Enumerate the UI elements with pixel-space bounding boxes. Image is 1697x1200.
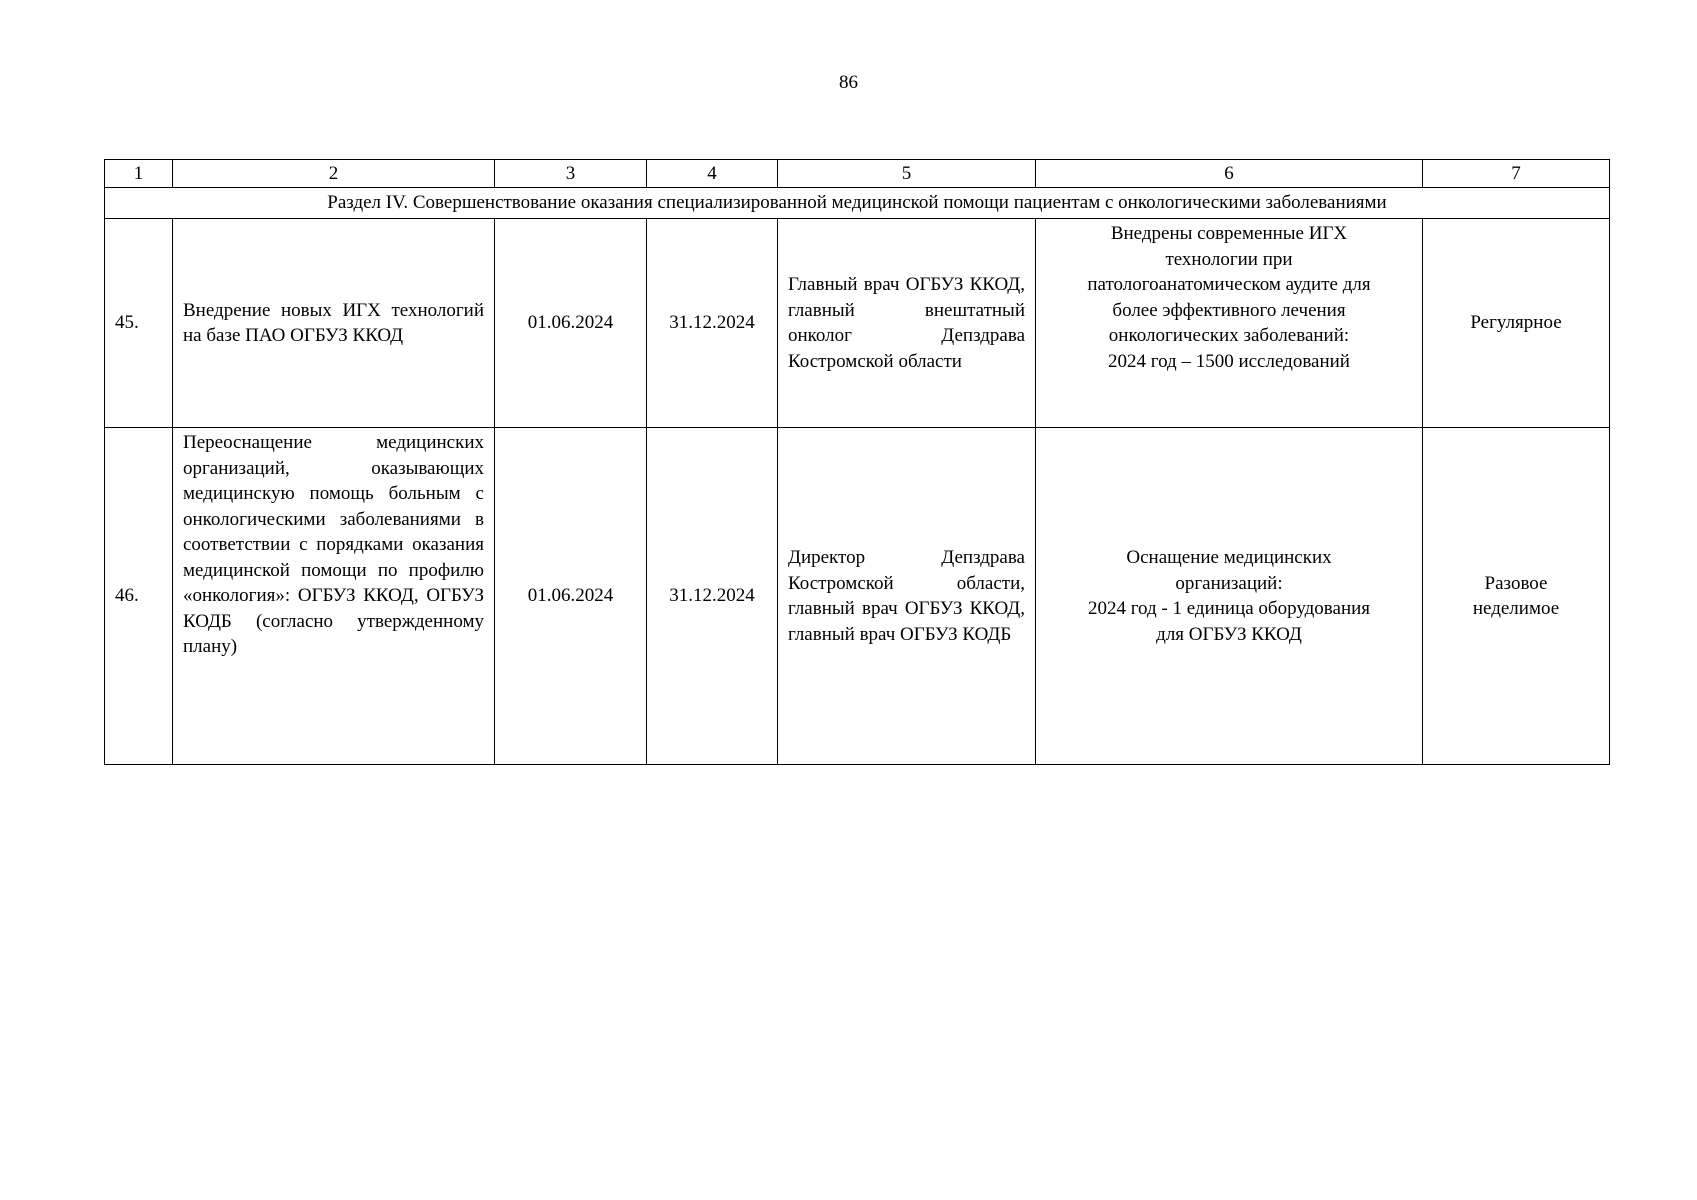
table-row [105, 219, 1610, 428]
column-number-6: 6 [1036, 160, 1423, 188]
result-line: организаций: [1175, 572, 1283, 594]
responsible-cell: Директор Депздрава Костромской области, главный врач ОГБУЗ ККОД, главный врач ОГБУЗ КОДБ [778, 428, 1036, 765]
column-number-7: 7 [1423, 160, 1610, 188]
result-line: Оснащение медицинских [1126, 547, 1332, 568]
column-number-2: 2 [173, 160, 495, 188]
activity-cell: Внедрение новых ИГХ технологий на базе ПАО ОГБУЗ ККОД [173, 219, 495, 428]
result-line: для ОГБУЗ ККОД [1156, 623, 1302, 645]
result-line: Внедрены современные ИГХ [1110, 223, 1348, 244]
activity-cell: Переоснащение медицинских организаций, оказывающих медицинскую помощь больным с онкологическими заболеваниями в соответствии с порядками оказания медицинской помощи по профилю «онкология»: ОГБУЗ ККОД, ОГБУЗ КОДБ (согласно утвержденному плану) [173, 428, 495, 765]
section-row [105, 188, 1610, 219]
column-number-5: 5 [778, 160, 1036, 188]
row-number: 45. [105, 219, 173, 428]
type-cell: Регулярное [1423, 219, 1610, 428]
end-date-cell: 31.12.2024 [647, 428, 778, 765]
type-line: Разовое [1484, 572, 1548, 594]
end-date-cell: 31.12.2024 [647, 219, 778, 428]
start-date-cell: 01.06.2024 [495, 428, 647, 765]
column-number-row [105, 160, 1610, 188]
result-cell [1036, 428, 1423, 765]
section-title: Раздел IV. Совершенствование оказания специализированной медицинской помощи пациентам с онкологическими заболеваниями [105, 188, 1610, 219]
type-line: неделимое [1472, 598, 1560, 619]
table-row [105, 428, 1610, 765]
plan-table [104, 159, 1610, 765]
result-line: патологоанатомическом аудите для [1087, 274, 1371, 295]
result-line: технологии при [1165, 248, 1293, 270]
result-line: 2024 год - 1 единица оборудования [1087, 598, 1371, 619]
result-line: онкологических заболеваний: [1108, 325, 1350, 346]
result-line: 2024 год – 1500 исследований [1108, 350, 1350, 372]
column-number-3: 3 [495, 160, 647, 188]
column-number-1: 1 [105, 160, 173, 188]
column-number-4: 4 [647, 160, 778, 188]
type-cell [1423, 428, 1610, 765]
responsible-cell: Главный врач ОГБУЗ ККОД, главный внештатный онколог Депздрава Костромской области [778, 219, 1036, 428]
result-cell [1036, 219, 1423, 428]
page-number: 86 [839, 72, 858, 93]
row-number: 46. [105, 428, 173, 765]
start-date-cell: 01.06.2024 [495, 219, 647, 428]
result-line: более эффективного лечения [1112, 299, 1346, 321]
